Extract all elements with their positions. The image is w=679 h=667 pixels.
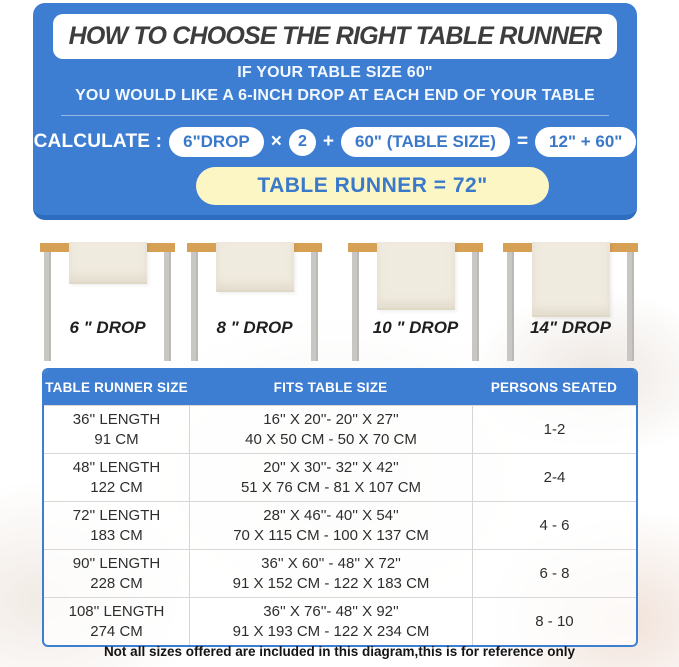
table-leg-right [164, 251, 171, 361]
footnote: Not all sizes offered are included in this diagram,this is for reference only [103, 644, 576, 659]
page-title: HOW TO CHOOSE THE RIGHT TABLE RUNNER [68, 22, 602, 50]
cell-runner-size [44, 406, 189, 453]
runner-result-banner [196, 167, 549, 205]
fits-size-cm: 51 X 76 CM - 81 X 107 CM [240, 478, 422, 496]
persons-seated: 1-2 [543, 420, 566, 438]
subtitle-line-2: YOU WOULD LIKE A 6-INCH DROP AT EACH END OF YOUR TABLE [75, 87, 595, 104]
fits-size-in: 20'' X 30''- 32'' X 42'' [263, 459, 399, 477]
runner-length-in: 48'' LENGTH [72, 459, 161, 477]
header-panel [33, 3, 637, 220]
cell-runner-size [44, 454, 189, 501]
multiply-sign: × [270, 131, 282, 152]
table-runner-cloth [532, 242, 610, 317]
cell-persons [472, 502, 636, 549]
cell-fits [189, 406, 472, 453]
cell-persons [472, 598, 636, 645]
fits-size-cm: 40 X 50 CM - 50 X 70 CM [245, 430, 417, 448]
cell-runner-size [44, 502, 189, 549]
header-cell-persons: PERSONS SEATED [490, 380, 618, 395]
fits-size-in: 36'' X 76''- 48'' X 92'' [263, 603, 399, 621]
fits-size-cm: 91 X 152 CM - 122 X 183 CM [232, 574, 430, 592]
table-row [44, 453, 636, 501]
table-row [44, 549, 636, 597]
table-figure-14-drop [503, 230, 638, 363]
fits-size-in: 16'' X 20''- 20'' X 27'' [263, 411, 399, 429]
runner-length-in: 90'' LENGTH [72, 555, 161, 573]
cell-runner-size [44, 550, 189, 597]
plus-sign: + [322, 131, 334, 152]
subtitle-line-1: IF YOUR TABLE SIZE 60" [237, 64, 433, 81]
table-leg-left [507, 251, 514, 361]
title-box [53, 14, 617, 59]
table-leg-left [44, 251, 51, 361]
runner-length-cm: 183 CM [90, 526, 143, 544]
table-figure-8-drop [187, 230, 322, 363]
drop-label: 8 " DROP [216, 318, 293, 337]
header-divider [61, 115, 609, 116]
multiplier-badge: 2 [289, 129, 316, 156]
table-row [44, 501, 636, 549]
cell-fits [189, 502, 472, 549]
header-cell-runner-size: TABLE RUNNER SIZE [45, 380, 188, 395]
result-pill: 12" + 60" [535, 127, 636, 157]
persons-seated: 4 - 6 [539, 516, 570, 534]
cell-fits [189, 550, 472, 597]
size-table [42, 368, 638, 647]
calculate-label: CALCULATE : [33, 131, 163, 152]
persons-seated: 6 - 8 [539, 564, 570, 582]
cell-persons [472, 454, 636, 501]
equals-sign: = [516, 131, 529, 152]
cell-fits [189, 454, 472, 501]
table-row [44, 405, 636, 453]
drop-label: 14" DROP [530, 318, 611, 337]
persons-seated: 2-4 [543, 468, 566, 486]
fits-size-cm: 70 X 115 CM - 100 X 137 CM [233, 526, 429, 544]
runner-length-cm: 91 CM [94, 430, 139, 448]
table-leg-left [352, 251, 359, 361]
table-leg-right [472, 251, 479, 361]
runner-length-cm: 274 CM [90, 622, 143, 640]
cell-persons [472, 406, 636, 453]
runner-result-text: TABLE RUNNER = 72" [257, 174, 488, 197]
runner-length-cm: 122 CM [90, 478, 143, 496]
header-cell-fits: FITS TABLE SIZE [273, 380, 388, 395]
table-leg-left [191, 251, 198, 361]
drop-pill: 6"DROP [169, 127, 264, 157]
table-runner-cloth [216, 242, 294, 292]
cell-fits [189, 598, 472, 645]
table-leg-right [311, 251, 318, 361]
table-runner-cloth [377, 242, 455, 310]
formula-row [33, 126, 637, 158]
drop-label: 10 " DROP [372, 318, 459, 337]
fits-size-in: 28'' X 46''- 40'' X 54'' [263, 507, 399, 525]
drop-label: 6 " DROP [69, 318, 146, 337]
table-size-pill: 60" (TABLE SIZE) [341, 127, 510, 157]
runner-length-cm: 228 CM [90, 574, 143, 592]
runner-length-in: 72'' LENGTH [72, 507, 161, 525]
persons-seated: 8 - 10 [535, 612, 574, 630]
table-figure-6-drop [40, 230, 175, 363]
fits-size-cm: 91 X 193 CM - 122 X 234 CM [232, 622, 430, 640]
runner-length-in: 36'' LENGTH [72, 411, 161, 429]
fits-size-in: 36'' X 60'' - 48'' X 72'' [261, 555, 401, 573]
runner-length-in: 108'' LENGTH [68, 603, 165, 621]
table-figure-10-drop [348, 230, 483, 363]
table-row [44, 597, 636, 645]
table-leg-right [627, 251, 634, 361]
cell-runner-size [44, 598, 189, 645]
cell-persons [472, 550, 636, 597]
table-header-row [44, 370, 636, 405]
table-runner-cloth [69, 242, 147, 284]
